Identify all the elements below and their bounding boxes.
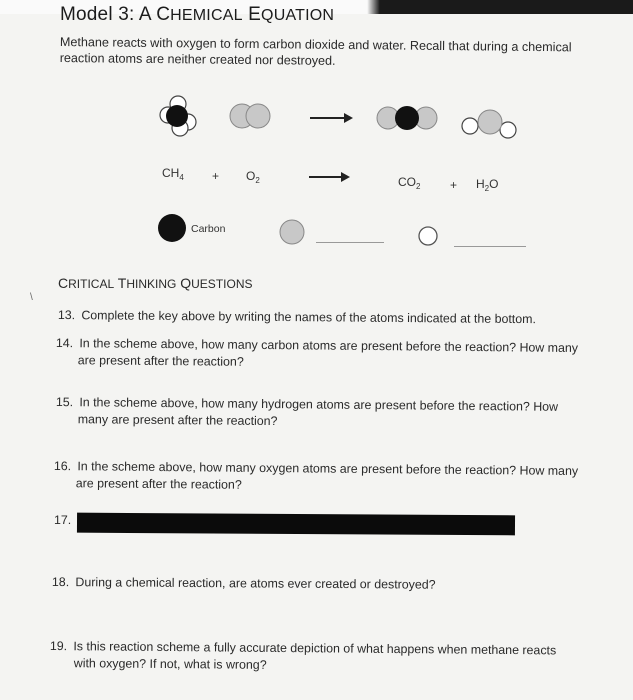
margin-mark: \ bbox=[30, 292, 33, 303]
question-15: 15. In the scheme above, how many hydrogen atoms are present before the reaction? How many are present after the reaction? bbox=[55, 394, 559, 429]
reaction-arrow-bottom bbox=[307, 170, 353, 184]
intro-paragraph bbox=[60, 34, 620, 72]
key-hydrogen-atom-icon bbox=[417, 225, 439, 247]
question-19: 19. Is this reaction scheme a fully accurate depiction of what happens when methane reacts with oxygen? If not, what is wrong? bbox=[49, 638, 557, 672]
formula-methane: $CH_4$ bbox=[162, 166, 184, 182]
intro-line-1: Methane reacts with oxygen to form carbon dioxide and water. Recall that during a chemical bbox=[59, 34, 572, 55]
formula-plus-1: + bbox=[212, 169, 220, 183]
oxygen-molecule bbox=[230, 104, 270, 128]
formula-oxygen: $O_2$ bbox=[246, 169, 260, 185]
question-14: 14. In the scheme above, how many carbon atoms are present before the reaction? How many are present after the reaction? bbox=[55, 335, 579, 369]
page-title: Model 3: A CHEMICAL EQUATION bbox=[60, 4, 335, 25]
question-17-redaction-bar bbox=[77, 513, 515, 536]
key-hydrogen-answer-blank[interactable] bbox=[454, 246, 526, 247]
question-13: 13. Complete the key above by writing the names of the atoms indicated at the bottom. bbox=[57, 307, 537, 327]
formula-plus-2: + bbox=[450, 178, 458, 192]
molecule-scheme bbox=[140, 92, 540, 162]
reaction-arrow-top bbox=[310, 113, 353, 123]
formula-carbon-dioxide: $CO_2$ bbox=[398, 175, 421, 191]
carbon-dioxide-molecule bbox=[377, 106, 437, 130]
intro-line-2: reaction atoms are neither created nor destroyed. bbox=[59, 50, 336, 68]
water-molecule bbox=[462, 110, 516, 138]
question-17-number: 17. bbox=[54, 513, 72, 527]
key-carbon-atom-icon bbox=[156, 212, 188, 244]
question-18: 18. During a chemical reaction, are atoms ever created or destroyed? bbox=[51, 575, 436, 592]
key-carbon-label: Carbon bbox=[191, 223, 226, 235]
critical-thinking-heading: CRITICAL THINKING QUESTIONS bbox=[58, 275, 253, 291]
key-oxygen-answer-blank[interactable] bbox=[316, 242, 384, 243]
key-oxygen-atom-icon bbox=[278, 218, 306, 246]
methane-molecule bbox=[160, 96, 196, 136]
question-16: 16. In the scheme above, how many oxygen atoms are present before the reaction? How many are present after the reaction? bbox=[53, 458, 579, 492]
formula-water: $H_2O$ bbox=[476, 177, 499, 193]
